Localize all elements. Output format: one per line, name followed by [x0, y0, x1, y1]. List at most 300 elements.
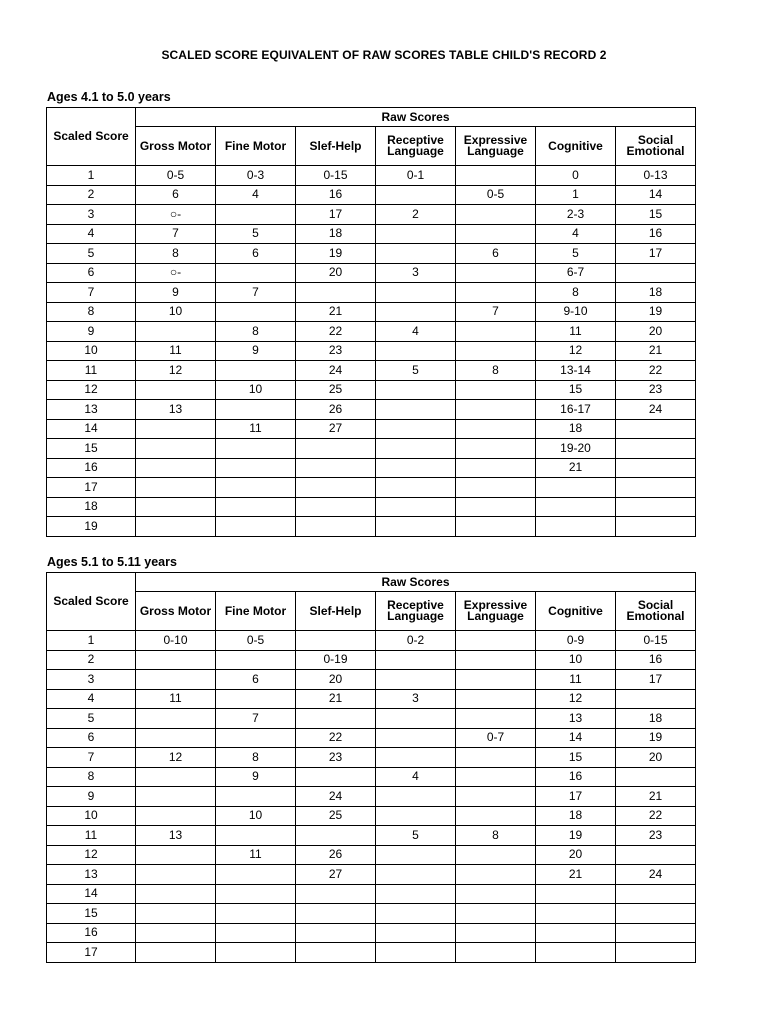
raw-score-cell: 19	[296, 244, 376, 264]
raw-score-cell	[456, 322, 536, 342]
raw-score-cell	[616, 689, 696, 709]
raw-score-cell: 16-17	[536, 400, 616, 420]
raw-score-cell: 9	[216, 767, 296, 787]
column-header: Gross Motor	[136, 127, 216, 166]
raw-score-cell	[376, 185, 456, 205]
raw-score-cell	[216, 439, 296, 459]
raw-score-cell	[216, 923, 296, 943]
raw-score-cell: 8	[456, 361, 536, 381]
raw-score-cell: 15	[536, 748, 616, 768]
raw-score-cell: 6	[216, 244, 296, 264]
column-header: Social Emotional	[616, 127, 696, 166]
raw-score-cell	[376, 302, 456, 322]
scaled-score-cell: 5	[47, 244, 136, 264]
raw-score-cell: 6-7	[536, 263, 616, 283]
raw-score-cell: 21	[616, 787, 696, 807]
scaled-score-cell: 9	[47, 322, 136, 342]
raw-score-cell	[376, 943, 456, 963]
age-label-1: Ages 4.1 to 5.0 years	[47, 90, 171, 104]
raw-score-cell: 20	[296, 670, 376, 690]
scaled-score-cell: 10	[47, 806, 136, 826]
scaled-score-cell: 8	[47, 767, 136, 787]
table-row	[47, 709, 696, 729]
raw-score-cell: 27	[296, 419, 376, 439]
raw-score-cell: 22	[616, 361, 696, 381]
raw-score-cell: 23	[616, 826, 696, 846]
raw-score-cell	[296, 283, 376, 303]
raw-score-cell	[376, 400, 456, 420]
raw-score-cell	[376, 806, 456, 826]
raw-score-cell: 17	[296, 205, 376, 225]
raw-score-cell: 12	[536, 689, 616, 709]
raw-score-cell	[376, 709, 456, 729]
raw-score-cell: 13	[536, 709, 616, 729]
raw-score-cell	[456, 923, 536, 943]
raw-score-cell	[456, 845, 536, 865]
raw-score-cell: 0-15	[616, 631, 696, 651]
raw-score-cell: 0	[536, 166, 616, 186]
raw-score-cell: 27	[296, 865, 376, 885]
raw-score-cell	[136, 787, 216, 807]
raw-score-cell: 19	[616, 302, 696, 322]
scaled-score-cell: 6	[47, 263, 136, 283]
raw-score-cell: 21	[296, 689, 376, 709]
raw-score-cell	[136, 806, 216, 826]
raw-score-cell	[456, 517, 536, 537]
raw-score-cell: 24	[616, 865, 696, 885]
raw-score-cell: 14	[616, 185, 696, 205]
scaled-score-cell: 14	[47, 884, 136, 904]
raw-score-cell	[136, 709, 216, 729]
raw-score-cell: 15	[536, 380, 616, 400]
raw-score-cell: 16	[296, 185, 376, 205]
raw-score-cell: 5	[376, 826, 456, 846]
raw-score-cell	[216, 904, 296, 924]
raw-score-cell	[456, 865, 536, 885]
raw-score-cell: 9-10	[536, 302, 616, 322]
raw-score-cell	[136, 923, 216, 943]
scaled-score-cell: 13	[47, 400, 136, 420]
raw-scores-header: Raw Scores	[136, 573, 696, 592]
raw-score-cell	[136, 380, 216, 400]
scaled-score-cell: 3	[47, 670, 136, 690]
raw-score-cell	[616, 517, 696, 537]
raw-score-cell	[376, 283, 456, 303]
raw-score-cell: 3	[376, 689, 456, 709]
raw-score-cell	[296, 478, 376, 498]
raw-score-cell	[136, 650, 216, 670]
column-header: Cognitive	[536, 127, 616, 166]
raw-score-cell	[296, 904, 376, 924]
raw-score-cell	[136, 670, 216, 690]
raw-score-cell	[136, 478, 216, 498]
table-row	[47, 517, 696, 537]
raw-score-cell: 18	[616, 283, 696, 303]
raw-score-cell	[536, 904, 616, 924]
raw-score-cell: 16	[536, 767, 616, 787]
table-row	[47, 631, 696, 651]
raw-score-cell	[376, 478, 456, 498]
raw-score-cell	[456, 709, 536, 729]
raw-score-cell: 19	[536, 826, 616, 846]
raw-score-cell: 2-3	[536, 205, 616, 225]
raw-score-cell	[456, 689, 536, 709]
raw-score-cell: 20	[616, 748, 696, 768]
raw-score-cell	[456, 478, 536, 498]
raw-score-cell: 11	[216, 419, 296, 439]
raw-score-cell: 10	[216, 806, 296, 826]
raw-score-cell: 4	[216, 185, 296, 205]
scaled-score-header: Scaled Score	[47, 108, 136, 166]
scaled-score-cell: 10	[47, 341, 136, 361]
scaled-score-cell: 6	[47, 728, 136, 748]
raw-score-cell: 0-9	[536, 631, 616, 651]
table-row	[47, 166, 696, 186]
table-row	[47, 728, 696, 748]
raw-score-cell	[376, 224, 456, 244]
table-row	[47, 380, 696, 400]
raw-score-cell: 23	[616, 380, 696, 400]
raw-score-cell	[456, 166, 536, 186]
column-header: Expressive Language	[456, 592, 536, 631]
scaled-score-cell: 3	[47, 205, 136, 225]
raw-score-cell	[216, 865, 296, 885]
raw-score-cell	[136, 439, 216, 459]
raw-score-cell: 17	[536, 787, 616, 807]
scaled-score-cell: 11	[47, 826, 136, 846]
raw-score-cell: 8	[216, 748, 296, 768]
raw-score-cell	[296, 767, 376, 787]
raw-score-cell: 22	[296, 322, 376, 342]
raw-score-cell: 22	[616, 806, 696, 826]
table-row	[47, 419, 696, 439]
raw-score-cell: 11	[136, 341, 216, 361]
raw-score-cell: 7	[216, 283, 296, 303]
raw-score-cell	[376, 419, 456, 439]
scaled-score-cell: 15	[47, 904, 136, 924]
table-row	[47, 904, 696, 924]
raw-score-cell	[216, 650, 296, 670]
age-label-2: Ages 5.1 to 5.11 years	[47, 555, 177, 569]
table-row	[47, 224, 696, 244]
raw-score-cell	[376, 728, 456, 748]
raw-score-cell	[376, 884, 456, 904]
raw-score-cell	[136, 865, 216, 885]
raw-score-cell: 8	[536, 283, 616, 303]
raw-score-cell: 26	[296, 400, 376, 420]
table-row	[47, 322, 696, 342]
scaled-score-cell: 4	[47, 224, 136, 244]
table-row	[47, 478, 696, 498]
raw-score-cell: 2	[376, 205, 456, 225]
raw-score-cell	[456, 380, 536, 400]
scaled-score-cell: 2	[47, 185, 136, 205]
raw-score-cell	[456, 884, 536, 904]
raw-score-cell: 13	[136, 826, 216, 846]
raw-score-cell	[216, 728, 296, 748]
table-row	[47, 826, 696, 846]
raw-score-cell	[616, 419, 696, 439]
table-row	[47, 845, 696, 865]
table-row	[47, 400, 696, 420]
raw-score-cell: 26	[296, 845, 376, 865]
raw-score-cell	[456, 904, 536, 924]
column-header: Receptive Language	[376, 592, 456, 631]
scaled-score-cell: 18	[47, 497, 136, 517]
raw-score-cell: 12	[136, 748, 216, 768]
raw-score-cell	[376, 497, 456, 517]
raw-score-cell	[376, 670, 456, 690]
table-row	[47, 205, 696, 225]
raw-score-cell	[616, 478, 696, 498]
raw-score-cell	[216, 302, 296, 322]
raw-score-cell	[456, 631, 536, 651]
raw-score-cell	[456, 205, 536, 225]
raw-score-cell: 18	[536, 806, 616, 826]
raw-score-cell: 11	[536, 670, 616, 690]
raw-score-cell: 7	[456, 302, 536, 322]
raw-score-cell: 21	[296, 302, 376, 322]
raw-score-cell	[376, 439, 456, 459]
table-row	[47, 865, 696, 885]
raw-score-cell	[216, 263, 296, 283]
table-row	[47, 767, 696, 787]
raw-score-cell: 3	[376, 263, 456, 283]
scaled-score-cell: 16	[47, 458, 136, 478]
raw-score-cell	[616, 943, 696, 963]
raw-score-cell: 18	[296, 224, 376, 244]
raw-score-cell: 7	[136, 224, 216, 244]
raw-score-cell	[376, 865, 456, 885]
raw-score-cell: 24	[616, 400, 696, 420]
raw-score-cell: 12	[536, 341, 616, 361]
raw-score-cell	[456, 341, 536, 361]
scaled-score-cell: 11	[47, 361, 136, 381]
raw-score-cell	[456, 748, 536, 768]
raw-score-cell: 11	[136, 689, 216, 709]
raw-score-cell	[296, 923, 376, 943]
raw-score-cell	[376, 904, 456, 924]
raw-score-cell	[536, 517, 616, 537]
raw-score-cell	[456, 400, 536, 420]
score-table-ages-5-1-to-5-11	[46, 572, 696, 963]
raw-score-cell	[376, 923, 456, 943]
raw-score-cell: 11	[536, 322, 616, 342]
table-row	[47, 923, 696, 943]
raw-score-cell: 13	[136, 400, 216, 420]
raw-score-cell	[616, 263, 696, 283]
scaled-score-cell: 8	[47, 302, 136, 322]
raw-score-cell: 16	[616, 650, 696, 670]
raw-score-cell	[376, 650, 456, 670]
scaled-score-cell: 7	[47, 748, 136, 768]
raw-score-cell: 18	[536, 419, 616, 439]
scaled-score-cell: 16	[47, 923, 136, 943]
raw-score-cell	[136, 884, 216, 904]
raw-score-cell: 8	[456, 826, 536, 846]
raw-score-cell: 20	[616, 322, 696, 342]
raw-score-cell	[456, 283, 536, 303]
raw-score-cell: 0-5	[136, 166, 216, 186]
raw-score-cell	[616, 458, 696, 478]
scaled-score-cell: 2	[47, 650, 136, 670]
raw-score-cell	[136, 458, 216, 478]
raw-score-cell	[616, 904, 696, 924]
raw-score-cell	[376, 458, 456, 478]
raw-score-cell	[296, 497, 376, 517]
column-header: Expressive Language	[456, 127, 536, 166]
raw-score-cell	[456, 943, 536, 963]
raw-score-cell	[216, 478, 296, 498]
column-header: Receptive Language	[376, 127, 456, 166]
table-row	[47, 263, 696, 283]
raw-score-cell	[536, 943, 616, 963]
raw-score-cell	[296, 517, 376, 537]
raw-score-cell	[456, 650, 536, 670]
table-row	[47, 185, 696, 205]
raw-score-cell	[456, 263, 536, 283]
raw-score-cell	[216, 787, 296, 807]
raw-score-cell: 17	[616, 244, 696, 264]
scaled-score-cell: 12	[47, 380, 136, 400]
raw-score-cell	[136, 767, 216, 787]
raw-score-cell: 17	[616, 670, 696, 690]
raw-score-cell	[616, 884, 696, 904]
raw-score-cell	[456, 439, 536, 459]
raw-score-cell	[136, 943, 216, 963]
raw-score-cell: 15	[616, 205, 696, 225]
table-row	[47, 787, 696, 807]
raw-score-cell	[456, 458, 536, 478]
raw-score-cell: 6	[216, 670, 296, 690]
raw-score-cell: 23	[296, 341, 376, 361]
raw-score-cell: 5	[536, 244, 616, 264]
raw-score-cell	[456, 497, 536, 517]
document-title: SCALED SCORE EQUIVALENT OF RAW SCORES TABLE CHILD'S RECORD 2	[161, 48, 607, 62]
raw-score-cell	[536, 478, 616, 498]
raw-score-cell: 20	[296, 263, 376, 283]
raw-score-cell: 24	[296, 787, 376, 807]
raw-score-cell	[136, 322, 216, 342]
raw-score-cell	[376, 517, 456, 537]
raw-score-cell: 14	[536, 728, 616, 748]
column-header: Slef-Help	[296, 592, 376, 631]
raw-score-cell: 4	[376, 767, 456, 787]
raw-score-cell	[136, 419, 216, 439]
raw-score-cell	[376, 845, 456, 865]
column-header: Cognitive	[536, 592, 616, 631]
scaled-score-cell: 12	[47, 845, 136, 865]
raw-score-cell: 0-13	[616, 166, 696, 186]
raw-score-cell: 25	[296, 806, 376, 826]
raw-score-cell	[296, 943, 376, 963]
raw-score-cell: 5	[376, 361, 456, 381]
scaled-score-cell: 5	[47, 709, 136, 729]
raw-score-cell: 6	[456, 244, 536, 264]
table-row	[47, 650, 696, 670]
raw-score-cell	[216, 517, 296, 537]
table-row	[47, 943, 696, 963]
raw-score-cell	[536, 884, 616, 904]
raw-score-cell	[216, 458, 296, 478]
raw-score-cell: 7	[216, 709, 296, 729]
raw-score-cell	[216, 884, 296, 904]
raw-score-cell	[376, 244, 456, 264]
raw-score-cell: 10	[216, 380, 296, 400]
raw-score-cell	[376, 748, 456, 768]
raw-score-cell	[296, 884, 376, 904]
table-row	[47, 497, 696, 517]
table-row	[47, 341, 696, 361]
raw-score-cell: 12	[136, 361, 216, 381]
raw-score-cell	[616, 923, 696, 943]
column-header: Social Emotional	[616, 592, 696, 631]
raw-score-cell: 23	[296, 748, 376, 768]
raw-score-cell: 21	[536, 458, 616, 478]
raw-score-cell	[536, 497, 616, 517]
raw-score-cell	[296, 631, 376, 651]
scaled-score-cell: 1	[47, 166, 136, 186]
raw-score-cell	[376, 380, 456, 400]
raw-score-cell	[616, 439, 696, 459]
raw-score-cell: 9	[136, 283, 216, 303]
column-header: Slef-Help	[296, 127, 376, 166]
raw-score-cell	[136, 728, 216, 748]
raw-score-cell: 4	[536, 224, 616, 244]
raw-score-cell: 16	[616, 224, 696, 244]
column-header: Fine Motor	[216, 592, 296, 631]
column-header: Fine Motor	[216, 127, 296, 166]
raw-score-cell: 24	[296, 361, 376, 381]
raw-score-cell	[296, 709, 376, 729]
scaled-score-cell: 14	[47, 419, 136, 439]
raw-score-cell: 0-5	[216, 631, 296, 651]
table-row	[47, 670, 696, 690]
raw-score-cell: ○-	[136, 205, 216, 225]
raw-score-cell	[616, 845, 696, 865]
raw-score-cell	[136, 845, 216, 865]
raw-score-cell	[216, 205, 296, 225]
table-row	[47, 302, 696, 322]
table-row	[47, 244, 696, 264]
raw-scores-header: Raw Scores	[136, 108, 696, 127]
raw-score-cell: 13-14	[536, 361, 616, 381]
raw-score-cell: ○-	[136, 263, 216, 283]
raw-score-cell	[216, 361, 296, 381]
raw-score-cell	[296, 826, 376, 846]
scaled-score-cell: 15	[47, 439, 136, 459]
raw-score-cell: 0-2	[376, 631, 456, 651]
raw-score-cell: 0-5	[456, 185, 536, 205]
table-row	[47, 439, 696, 459]
raw-score-cell	[216, 400, 296, 420]
scaled-score-cell: 1	[47, 631, 136, 651]
raw-score-cell: 20	[536, 845, 616, 865]
scaled-score-cell: 17	[47, 478, 136, 498]
raw-score-cell: 0-19	[296, 650, 376, 670]
raw-score-cell	[216, 689, 296, 709]
raw-score-cell	[456, 419, 536, 439]
raw-score-cell: 1	[536, 185, 616, 205]
raw-score-cell: 5	[216, 224, 296, 244]
scaled-score-cell: 4	[47, 689, 136, 709]
scaled-score-cell: 13	[47, 865, 136, 885]
raw-score-cell: 4	[376, 322, 456, 342]
table-row	[47, 458, 696, 478]
raw-score-cell: 19-20	[536, 439, 616, 459]
raw-score-cell	[296, 458, 376, 478]
scaled-score-cell: 17	[47, 943, 136, 963]
